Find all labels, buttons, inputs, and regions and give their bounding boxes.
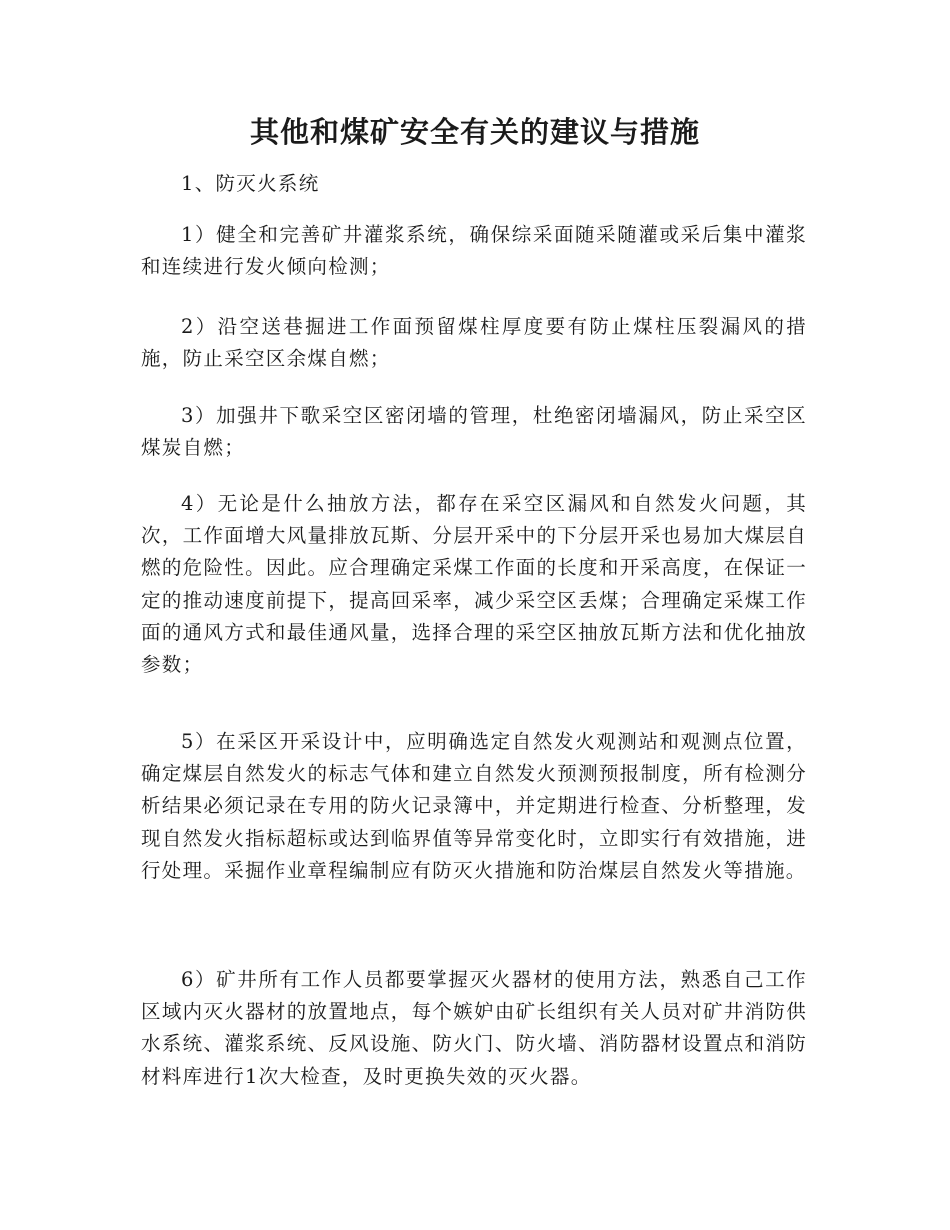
paragraph-6: 6）矿井所有工作人员都要掌握灭火器材的使用方法，熟悉自己工作区域内灭火器材的放置地点，每个嫉妒由矿长组织有关人员对矿井消防供水系统、灌浆系统、反风设施、防火门、防火墙、消防器材设置点和消防材料库进行1次大检查，及时更换失效的灭火器。 — [141, 968, 807, 1088]
section-heading: 1、防灭火系统 — [181, 172, 320, 195]
paragraph-2: 2）沿空送巷掘进工作面预留煤柱厚度要有防止煤柱压裂漏风的措施，防止采空区余煤自燃； — [141, 315, 807, 371]
page-title: 其他和煤矿安全有关的建议与措施 — [249, 115, 700, 149]
paragraph-1: 1）健全和完善矿井灌浆系统，确保综采面随采随灌或采后集中灌浆和连续进行发火倾向检测； — [141, 223, 807, 279]
paragraph-4: 4）无论是什么抽放方法，都存在采空区漏风和自然发火问题，其次，工作面增大风量排放瓦斯、分层开采中的下分层开采也易加大煤层自燃的危险性。因此。应合理确定采煤工作面的长度和开采高度，在保证一定的推动速度前提下，提高回采率，减少采空区丢煤；合理确定采煤工作面的通风方式和最佳通风量，选择合理的采空区抽放瓦斯方法和优化抽放参数； — [141, 492, 807, 677]
paragraph-5: 5）在采区开采设计中，应明确选定自然发火观测站和观测点位置，确定煤层自然发火的标志气体和建立自然发火预测预报制度，所有检测分析结果必须记录在专用的防火记录簿中，并定期进行检查、分析整理，发现自然发火指标超标或达到临界值等异常变化时，立即实行有效措施，进行处理。采掘作业章程编制应有防灭火措施和防治煤层自然发火等措施。 — [141, 730, 807, 882]
paragraph-3: 3）加强井下歌采空区密闭墙的管理，杜绝密闭墙漏风，防止采空区煤炭自燃； — [141, 404, 807, 460]
